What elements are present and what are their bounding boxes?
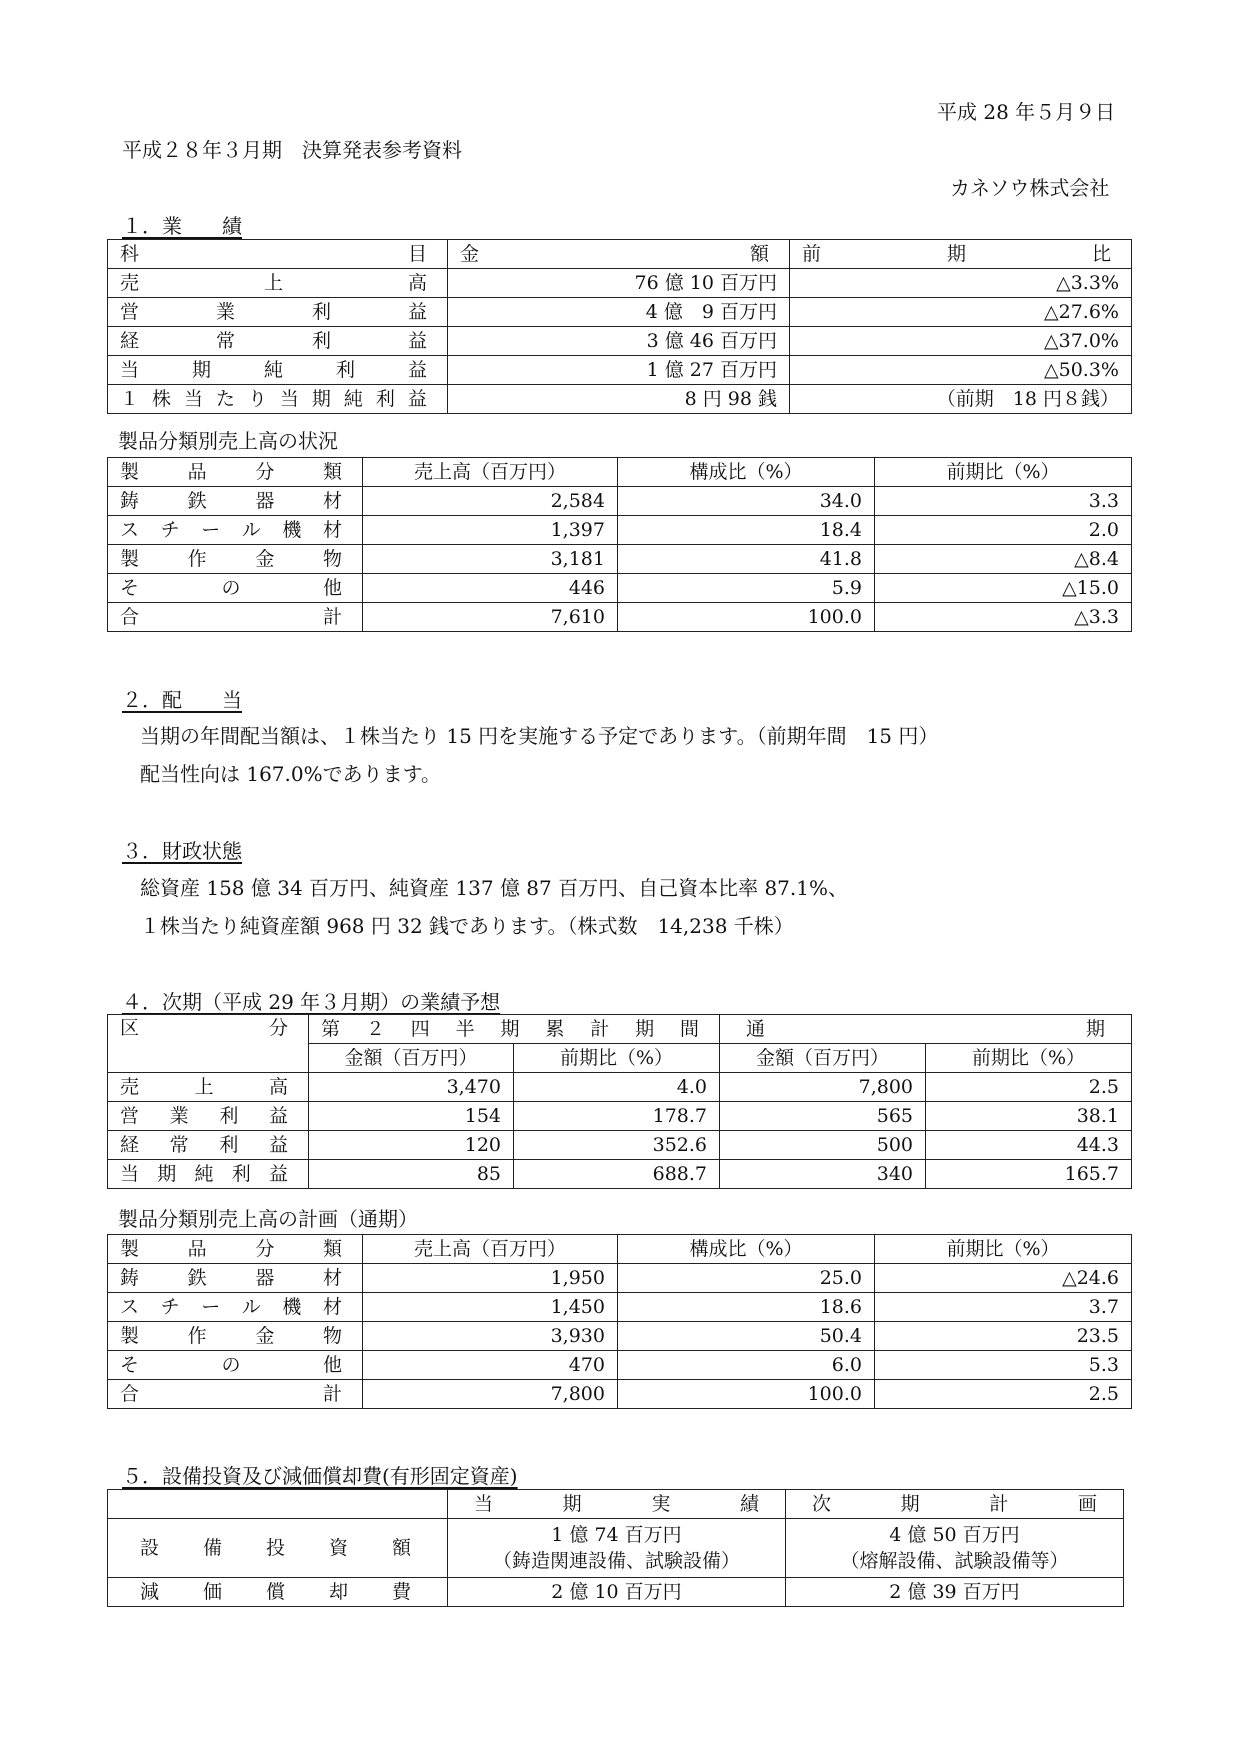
label-char: 機 [282,519,302,541]
label-char: 投 [265,1537,285,1559]
spread-label [120,299,435,325]
product-sales-table [107,457,1132,632]
label-char: 前 [802,243,822,265]
label-char: 期 [900,1493,920,1515]
label-char: の [221,577,241,599]
label-char: 合 [120,606,140,628]
label-char: 製 [120,1325,140,1347]
label-char: 区 [120,1017,140,1039]
label-char: 却 [328,1581,348,1603]
header-yoy [790,240,1132,269]
label-char: 営 [120,1105,140,1127]
label-char: 当 [120,1163,140,1185]
section3-heading: ３．財政状態 [122,839,242,863]
label-char: 利 [219,1105,239,1127]
capex-table [107,1489,1124,1607]
table-row: 製 作 金 物 3,181 41.8 △8.4 [108,545,1132,574]
spread-label [802,241,1119,267]
label-char: 目 [407,243,427,265]
label-char: 金 [460,243,480,265]
label-char: 機 [282,1296,302,1318]
label-char: 資 [328,1537,348,1559]
spread-label [140,1579,435,1605]
label-char: 当 [183,388,203,410]
label-char: 期 [946,243,966,265]
label-char: ２ [365,1018,385,1040]
label-char: 材 [322,519,342,541]
label-char: 純 [194,1163,214,1185]
label-char: 高 [407,272,427,294]
label-char: 期 [635,1018,655,1040]
label-char: 常 [169,1134,189,1156]
label-char: 益 [268,1134,288,1156]
spread-label [120,1294,350,1320]
label-char: 期 [157,1163,177,1185]
spread-label [120,488,350,514]
label-char: 当 [120,359,140,381]
label-char: 当 [279,388,299,410]
label-char: 償 [265,1581,285,1603]
header-amount [448,240,790,269]
table-row: 鋳 鉄 器 材 1,950 25.0 △24.6 [108,1264,1132,1293]
label-char: 分 [255,1238,275,1260]
product-sales-heading: 製品分類別売上高の状況 [118,429,338,453]
label-char: 利 [311,301,331,323]
dividend-text-2: 配当性向は 167.0%であります。 [140,762,442,786]
label-char: 減 [140,1581,160,1603]
label-char: 間 [680,1018,700,1040]
table-row: そ の 他 446 5.9 △15.0 [108,574,1132,603]
label-char: 合 [120,1383,140,1405]
label-char: 利 [335,359,355,381]
label-char: 期 [562,1493,582,1515]
spread-label [120,604,350,630]
label-char: 類 [322,1238,342,1260]
label-char: そ [120,577,140,599]
table-row: １ 株 当 た り 当 期 純 利 益 8 円 98 銭 （前期 18 円８銭） [108,385,1132,414]
label-char: 備 [202,1537,222,1559]
label-char: 利 [311,330,331,352]
table-row: 鋳 鉄 器 材 2,584 34.0 3.3 [108,487,1132,516]
label-char: 実 [651,1493,671,1515]
label-char: 材 [322,1267,342,1289]
label-char: 利 [375,388,395,410]
label-char: ス [120,519,140,541]
label-char: 経 [120,1134,140,1156]
label-char: 利 [231,1163,251,1185]
label-char: 物 [322,1325,342,1347]
label-char: 益 [407,388,427,410]
table-row: 経 常 利 益 3 億 46 百万円 △37.0% [108,327,1132,356]
table-row: 当 期 純 利 益 85 688.7 340 165.7 [108,1160,1132,1189]
label-char: 製 [120,1238,140,1260]
label-char: 金 [255,1325,275,1347]
label-char: 計 [989,1493,1009,1515]
spread-label [120,1161,296,1187]
label-char: 純 [263,359,283,381]
label-char: た [215,388,235,410]
label-char: 経 [120,330,140,352]
label-char: 第 [321,1018,341,1040]
label-char: の [221,1354,241,1376]
label-char: 業 [169,1105,189,1127]
label-char: 通 [746,1018,766,1040]
label-char: 作 [187,1325,207,1347]
label-char: 他 [322,1354,342,1376]
label-char: 利 [219,1134,239,1156]
spread-label [732,1016,1119,1042]
label-char: 額 [391,1537,411,1559]
label-char: ス [120,1296,140,1318]
label-char: 累 [545,1018,565,1040]
spread-label [120,517,350,543]
label-char: 器 [255,1267,275,1289]
label-char: 金 [255,548,275,570]
label-char: 価 [202,1581,222,1603]
document-date: 平成 28 年５月９日 [937,100,1116,124]
table-header-row: 金額（百万円） 前期比（%） 金額（百万円） 前期比（%） [108,1044,1132,1073]
table-row: 減 価 償 却 費 2 億 10 百万円 2 億 39 百万円 [108,1578,1124,1607]
label-char: 株 [151,388,171,410]
spread-label [120,1074,296,1100]
label-char: 費 [391,1581,411,1603]
spread-label [460,241,777,267]
label-char: 計 [322,606,342,628]
table-row: ス チ ー ル 機 材 1,397 18.4 2.0 [108,516,1132,545]
label-char: 品 [187,1238,207,1260]
table-row: 合 計 7,800 100.0 2.5 [108,1380,1132,1409]
forecast-table [107,1014,1132,1189]
spread-label [321,1016,707,1042]
label-char: り [247,388,267,410]
spread-label [120,1323,350,1349]
spread-label [460,1491,773,1517]
label-char: 売 [120,272,140,294]
table-header-row [108,1490,1124,1519]
spread-label [120,357,435,383]
label-char: 期 [191,359,211,381]
label-char: 製 [120,548,140,570]
spread-label [120,1352,350,1378]
label-char: 鉄 [187,490,207,512]
table-row: そ の 他 470 6.0 5.3 [108,1351,1132,1380]
label-char: 作 [187,548,207,570]
label-char: 鋳 [120,1267,140,1289]
spread-label [120,1103,296,1129]
label-char: 鉄 [187,1267,207,1289]
spread-label [120,1265,350,1291]
label-char: 鋳 [120,490,140,512]
label-char: 益 [407,301,427,323]
table-row: ス チ ー ル 機 材 1,450 18.6 3.7 [108,1293,1132,1322]
section5-heading: ５．設備投資及び減価償却費(有形固定資産) [122,1464,518,1488]
label-char: 額 [749,243,769,265]
label-char: 益 [268,1105,288,1127]
table-row: 売 上 高 76 億 10 百万円 △3.3% [108,269,1132,298]
spread-label [120,1132,296,1158]
label-char: ル [241,1296,261,1318]
label-char: ー [201,519,221,541]
label-char: 益 [407,359,427,381]
table-header-row: 製 品 分 類 売上高（百万円） 構成比（%） 前期比（%） [108,1235,1132,1264]
table-header-row: 製 品 分 類 売上高（百万円） 構成比（%） 前期比（%） [108,458,1132,487]
spread-label [798,1491,1111,1517]
label-char: 製 [120,461,140,483]
label-char: 他 [322,577,342,599]
label-char: 次 [812,1493,832,1515]
table-row: 営 業 利 益 154 178.7 565 38.1 [108,1102,1132,1131]
label-char: 科 [120,243,140,265]
label-char: チ [160,1296,180,1318]
label-char: 売 [120,1076,140,1098]
label-char: 期 [500,1018,520,1040]
spread-label [120,386,435,412]
label-char: 上 [194,1076,214,1098]
results-table [107,239,1132,414]
table-row: 経 常 利 益 120 352.6 500 44.3 [108,1131,1132,1160]
label-char: 期 [1086,1018,1106,1040]
product-plan-heading: 製品分類別売上高の計画（通期） [118,1207,418,1231]
label-char: 計 [322,1383,342,1405]
label-char: 分 [255,461,275,483]
label-char: 四 [410,1018,430,1040]
label-char: 高 [268,1076,288,1098]
spread-label [120,241,435,267]
document-title: 平成２８年３月期 決算発表参考資料 [122,138,462,162]
label-char: 類 [322,461,342,483]
label-char: 純 [343,388,363,410]
spread-label [120,459,350,485]
financial-text-2: １株当たり純資産額 968 円 32 銭であります。（株式数 14,238 千株） [140,914,794,938]
label-char: ル [241,519,261,541]
dividend-text-1: 当期の年間配当額は、１株当たり 15 円を実施する予定であります。（前期年間 15 円） [140,724,939,748]
label-char: 比 [1091,243,1111,265]
table-row: 合 計 7,610 100.0 △3.3 [108,603,1132,632]
label-char: 品 [187,461,207,483]
table-row: 当 期 純 利 益 1 億 27 百万円 △50.3% [108,356,1132,385]
header-item [108,240,448,269]
spread-label [120,1236,350,1262]
spread-label [120,575,350,601]
section2-heading: ２．配 当 [122,688,242,712]
label-char: 材 [322,1296,342,1318]
product-plan-table [107,1234,1132,1409]
financial-text-1: 総資産 158 億 34 百万円、純資産 137 億 87 百万円、自己資本比率 87.1%、 [140,876,848,900]
table-header-row [108,1015,1132,1044]
label-char: チ [160,519,180,541]
table-row: 売 上 高 3,470 4.0 7,800 2.5 [108,1073,1132,1102]
label-char: 益 [268,1163,288,1185]
label-char: 益 [407,330,427,352]
section4-heading: ４．次期（平成 29 年３月期）の業績予想 [122,990,501,1014]
spread-label [140,1535,435,1561]
label-char: 期 [311,388,331,410]
label-char: 設 [140,1537,160,1559]
section1-heading: １．業 績 [122,214,242,238]
table-header-row [108,240,1132,269]
label-char: 器 [255,490,275,512]
company-name: カネソウ株式会社 [950,176,1110,200]
table-row: 設 備 投 資 額 1 億 74 百万円 （鋳造関連設備、試験設備） 4 億 50 百万円 （熔解設備、試験設備等） [108,1519,1124,1578]
label-char: 営 [120,301,140,323]
label-char: 物 [322,548,342,570]
label-char: 計 [590,1018,610,1040]
spread-label [120,328,435,354]
label-char: 分 [268,1017,288,1039]
label-char: 上 [263,272,283,294]
label-char: 半 [455,1018,475,1040]
label-char: 績 [739,1493,759,1515]
spread-label [120,1015,296,1041]
table-row: 製 作 金 物 3,930 50.4 23.5 [108,1322,1132,1351]
label-char: １ [120,388,140,410]
label-char: ー [201,1296,221,1318]
spread-label [120,546,350,572]
label-char: 材 [322,490,342,512]
label-char: 業 [215,301,235,323]
label-char: そ [120,1354,140,1376]
label-char: 当 [474,1493,494,1515]
spread-label [120,1381,350,1407]
spread-label [120,270,435,296]
label-char: 常 [215,330,235,352]
label-char: 画 [1077,1493,1097,1515]
table-row: 営 業 利 益 4 億 9 百万円 △27.6% [108,298,1132,327]
